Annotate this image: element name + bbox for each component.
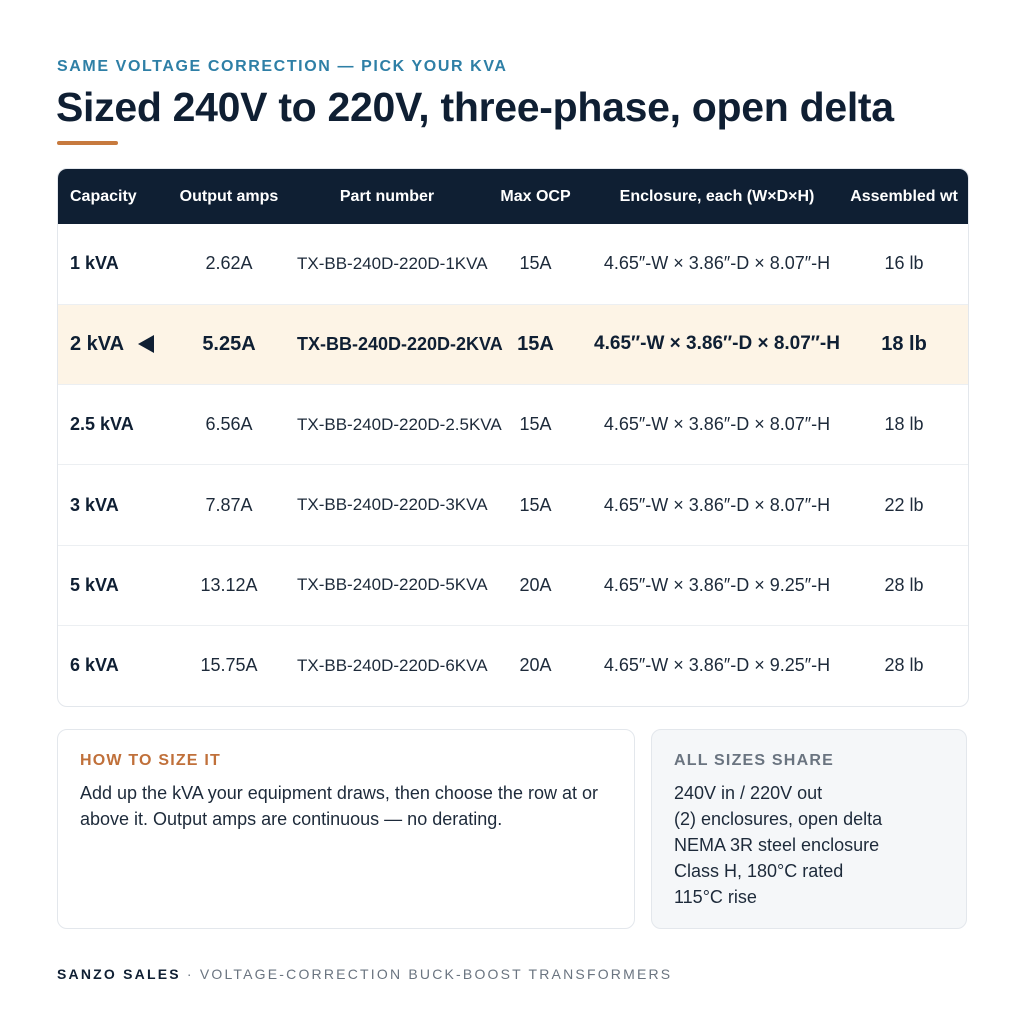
cell-enclosure: 4.65″-W × 3.86″-D × 8.07″-H [594,333,840,355]
column-header-max-ocp: Max OCP [500,187,571,205]
list-item: Class H, 180°C rated [674,861,844,881]
cell-max-ocp: 15A [519,414,552,435]
cell-weight: 18 lb [884,414,924,435]
cell-output-amps: 2.62A [205,253,253,274]
footer-brand: SANZO SALES [57,966,181,982]
cell-output-amps: 7.87A [205,494,253,515]
table-row-highlighted[interactable] [58,304,968,384]
cell-part-number: TX-BB-240D-220D-6KVA [297,655,488,675]
cell-part-number: TX-BB-240D-220D-2.5KVA [297,414,502,434]
sizing-table-card [57,168,969,707]
shared-specs-heading: ALL SIZES SHARE [674,752,834,769]
table-row[interactable] [58,545,968,625]
cell-capacity: 3 kVA [70,494,119,515]
shared-specs-card [651,729,967,929]
cell-capacity [58,304,161,384]
cell-weight: 18 lb [881,332,927,355]
footer [57,966,672,982]
cell-capacity: 6 kVA [70,655,119,676]
table-header-row [58,169,968,224]
cell-max-ocp: 20A [519,574,552,595]
table-row[interactable] [58,625,968,705]
sizing-table [58,169,968,706]
table-row[interactable] [58,385,968,465]
cell-enclosure: 4.65″-W × 3.86″-D × 8.07″-H [603,494,831,515]
column-header-enclosure: Enclosure, each (W×D×H) [619,187,815,205]
cell-enclosure: 4.65″-W × 3.86″-D × 8.07″-H [603,414,831,435]
how-to-size-card [57,729,635,929]
table-row[interactable] [58,465,968,545]
how-to-size-heading: HOW TO SIZE IT [80,752,221,769]
list-item: NEMA 3R steel enclosure [674,835,880,855]
cell-output-amps: 6.56A [205,414,253,435]
shared-specs-list [674,780,944,910]
list-item: (2) enclosures, open delta [674,809,883,829]
cell-capacity-label: 2 kVA [70,332,125,355]
cell-weight: 22 lb [884,494,924,515]
page-title: Sized 240V to 220V, three-phase, open delta [56,84,894,130]
list-item: 240V in / 220V out [674,783,823,803]
column-header-capacity: Capacity [70,187,137,205]
column-header-part-number: Part number [339,187,435,205]
cell-part-number: TX-BB-240D-220D-2KVA [297,333,503,354]
title-accent-rule [57,141,118,145]
cell-capacity: 1 kVA [70,253,119,274]
table-row[interactable] [58,224,968,304]
cell-weight: 28 lb [884,574,924,595]
how-to-size-body: Add up the kVA your equipment draws, then choose the row at or above it. Output amps are continuous — no derating. [80,783,598,829]
cell-part-number: TX-BB-240D-220D-1KVA [297,253,488,273]
eyebrow-label: SAME VOLTAGE CORRECTION — PICK YOUR KVA [57,58,508,75]
cell-weight: 28 lb [884,655,924,676]
cell-enclosure: 4.65″-W × 3.86″-D × 9.25″-H [603,655,831,676]
cell-max-ocp: 15A [517,332,554,355]
footer-separator: · [186,966,194,982]
cell-max-ocp: 15A [519,494,552,515]
cell-capacity: 2.5 kVA [70,414,134,435]
footer-tagline: VOLTAGE-CORRECTION BUCK-BOOST TRANSFORMERS [199,966,673,982]
cell-output-amps: 5.25A [202,332,256,355]
list-item: 115°C rise [674,887,757,907]
column-header-weight: Assembled wt [850,187,958,205]
cell-max-ocp: 15A [519,253,552,274]
cell-part-number: TX-BB-240D-220D-3KVA [297,495,488,515]
cell-part-number: TX-BB-240D-220D-5KVA [297,575,488,595]
cell-max-ocp: 20A [519,655,552,676]
cell-weight: 16 lb [884,253,924,274]
cell-capacity: 5 kVA [70,574,119,595]
left-arrow-icon [138,335,154,353]
cell-enclosure: 4.65″-W × 3.86″-D × 8.07″-H [603,253,831,274]
cell-output-amps: 15.75A [200,655,258,676]
column-header-output-amps: Output amps [179,187,279,205]
cell-output-amps: 13.12A [200,574,258,595]
cell-enclosure: 4.65″-W × 3.86″-D × 9.25″-H [603,574,831,595]
